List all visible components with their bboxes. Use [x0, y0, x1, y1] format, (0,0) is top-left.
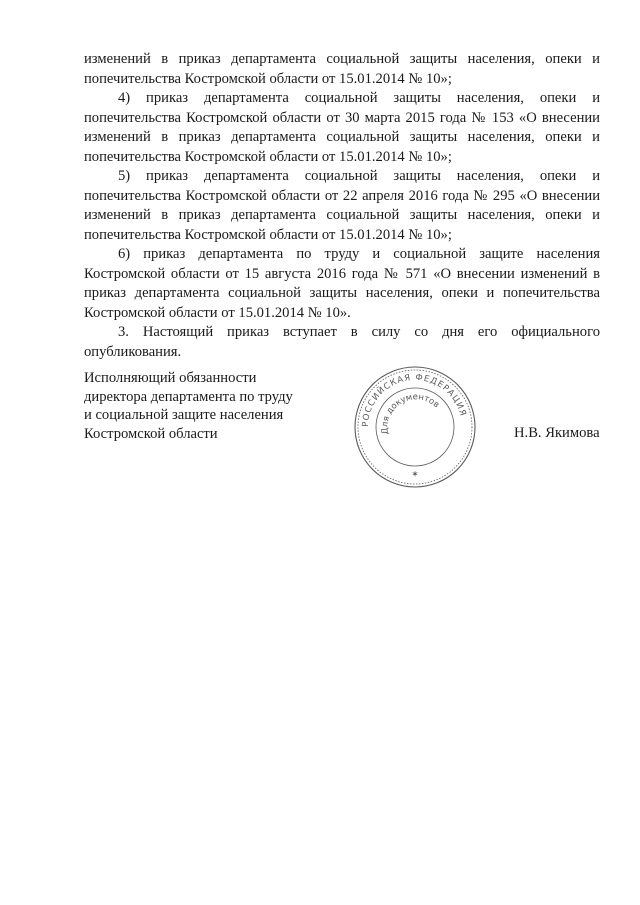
stamp-inner-text: Для документов	[380, 392, 442, 435]
signature-block	[84, 369, 293, 443]
paragraph-continuation: изменений в приказ департамента социальной защиты населения, опеки и попечительства Костромской области от 15.01.2014 № 10»;	[84, 51, 600, 87]
paragraph-effective-date: 3. Настоящий приказ вступает в силу со дня его официального опубликования.	[84, 324, 600, 360]
stamp-dotted-ring	[358, 370, 472, 484]
stamp-outer-ring	[355, 367, 475, 487]
signer-name: Н.В. Якимова	[514, 425, 600, 441]
official-stamp	[352, 364, 478, 490]
paragraph-item-4: 4) приказ департамента социальной защиты населения, опеки и попечительства Костромской области от 30 марта 2015 года № 153 «О внесении изменений в приказ департамента социальной защиты населения, опеки и попечительства Костромской области от 15.01.2014 № 10»;	[84, 90, 600, 165]
paragraph-item-5: 5) приказ департамента социальной защиты населения, опеки и попечительства Костромской области от 22 апреля 2016 года № 295 «О внесении изменений в приказ департамента социальной защиты населения, опеки и попечительства Костромской области от 15.01.2014 № 10»;	[84, 168, 600, 243]
paragraph-item-6: 6) приказ департамента по труду и социальной защите населения Костромской области от 15 августа 2016 года № 571 «О внесении изменений в приказ департамента социальной защиты населения, опеки и попечительства Костромской области от 15.01.2014 № 10».	[84, 246, 600, 321]
signer-title-line: Костромской области	[84, 425, 218, 442]
signer-title-line: и социальной защите населения	[84, 407, 284, 423]
stamp-star-icon: ✶	[411, 470, 419, 480]
signer-title-line: директора департамента по труду	[84, 388, 293, 405]
stamp-outer-text: РОССИЙСКАЯ ФЕДЕРАЦИЯ	[360, 372, 468, 428]
document-body	[84, 50, 600, 362]
signer-title-line: Исполняющий обязанности	[84, 370, 257, 386]
stamp-seal	[352, 364, 478, 490]
